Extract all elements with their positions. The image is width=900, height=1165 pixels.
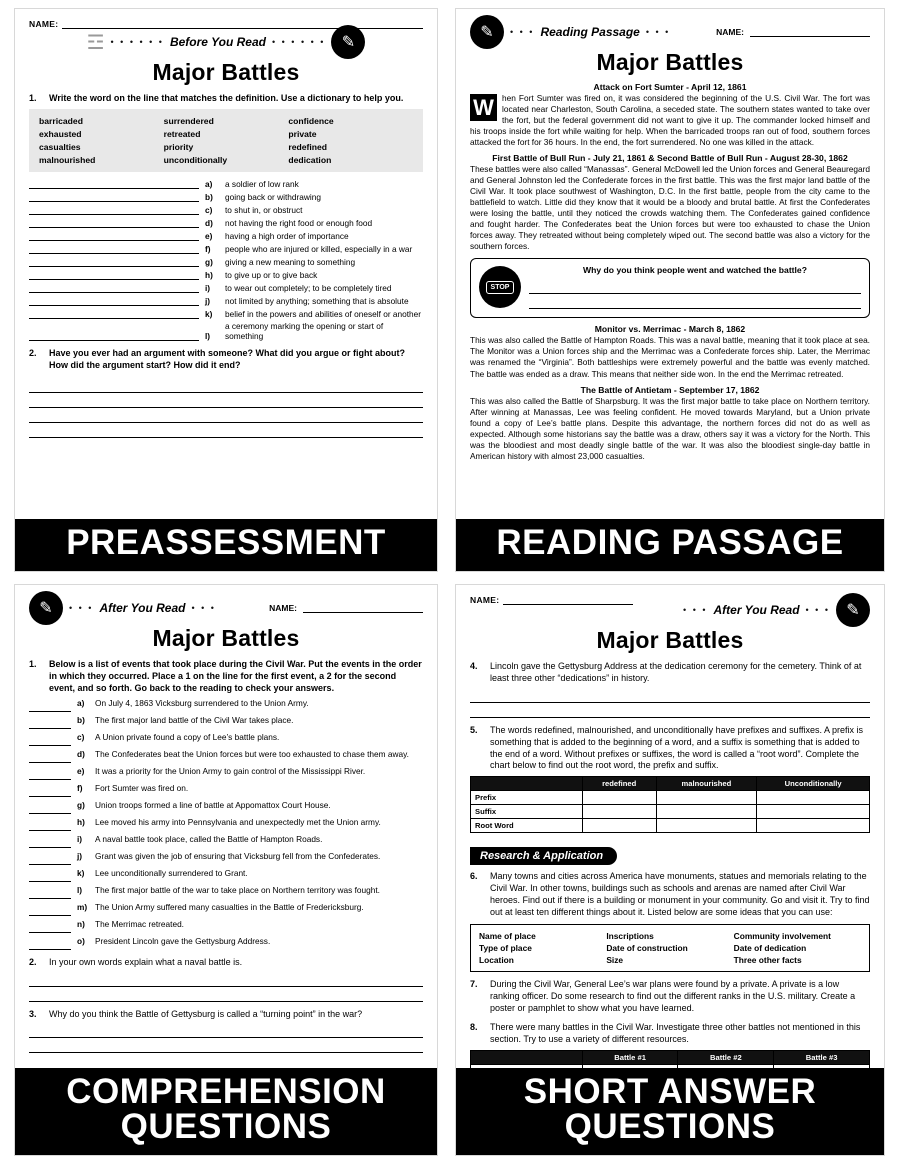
item-letter: e) (205, 231, 213, 242)
answer-line[interactable] (529, 294, 861, 309)
question-2 (29, 957, 423, 969)
item-definition: to shut in, or obstruct (225, 205, 303, 216)
idea-item: Name of place (479, 930, 536, 941)
table-cell[interactable] (757, 805, 870, 819)
question-2-number: 2. (29, 956, 37, 967)
item-letter: d) (205, 218, 213, 229)
answer-blank[interactable] (29, 191, 199, 202)
question-8 (470, 1022, 870, 1046)
table-cell[interactable] (656, 819, 757, 833)
name-label: NAME: (470, 595, 500, 605)
idea-item: Date of dedication (733, 942, 807, 953)
table-row[interactable] (471, 805, 870, 819)
word-bank-word: exhausted (39, 128, 82, 139)
idea-item: Community involvement (733, 930, 831, 941)
item-letter: l) (77, 884, 83, 895)
comprehension-banner (15, 1068, 437, 1155)
list-item[interactable] (29, 732, 423, 746)
answer-blank[interactable] (29, 217, 199, 228)
question-4-number: 4. (470, 661, 478, 671)
item-letter: j) (205, 296, 211, 307)
item-letter: o) (77, 935, 85, 946)
order-blank[interactable] (29, 906, 71, 916)
word-bank-word: priority (163, 141, 194, 152)
order-blank[interactable] (29, 719, 71, 729)
preassessment-content (15, 9, 437, 442)
answer-line[interactable] (529, 279, 861, 294)
item-letter: i) (77, 833, 83, 844)
order-blank[interactable] (29, 838, 71, 848)
table-header-cell: redefined (582, 777, 656, 791)
answer-blank[interactable] (29, 204, 199, 215)
ideas-col-1 (479, 930, 606, 967)
section-text: This was also called the Battle of Hampton Roads. This was a naval battle, meaning that it took place at sea. The Monitor was a Union forces ship and the Merrimac was a Confederate forces ship. Later, the Merrimac was renamed the “Virginia”. Both battleships were extremely powerful and the battle was evenly matched. The battle was ended as a draw. This means that neither side won. In the end the Merrimac retreated. (470, 335, 870, 379)
match-row[interactable] (29, 269, 423, 280)
question-2-text: Have you ever had an argument with someone? What did you argue or fight about? How did the argument start? How did it end? (49, 348, 406, 371)
preassessment-banner: PREASSESSMENT (15, 519, 437, 571)
table-cell[interactable] (582, 819, 656, 833)
section-text: This was also called the Battle of Sharpsburg. It was the first major battle to take place on Northern territory. After winning at Manassas, Lee was feeling confident. He moved towards Maryland, but a Union private found a copy of Lee’s battle plans. Despite this advantage, the northern forces did not do as well as expected. Although some historians say the battle was a draw, others say it was a victory for the North. This was the bloodiest and most deadly single battle of the war. It was also the bloodiest single-day battle in American history with almost 23,000 casualties. (470, 395, 870, 461)
idea-item: Size (606, 955, 624, 966)
match-row[interactable] (29, 295, 423, 306)
match-row[interactable] (29, 243, 423, 254)
item-definition: not having the right food or enough food (225, 218, 373, 229)
question-7 (470, 979, 870, 1015)
question-3-number: 3. (29, 1008, 37, 1019)
ideas-col-3 (734, 930, 861, 967)
item-text: Lee unconditionally surrendered to Grant. (95, 867, 248, 878)
word-bank-col-2 (164, 115, 289, 167)
table-cell[interactable] (757, 791, 870, 805)
item-letter: k) (205, 309, 213, 320)
list-item[interactable] (29, 817, 423, 831)
answer-line[interactable] (470, 703, 870, 718)
item-letter: a) (205, 179, 213, 190)
section-text: These battles were also called “Manassas”. General McDowell led the Union forces and General Beauregard and General Johnston led the Confederate forces in the first battle. This was the first major land battle of the Civil War. It took place southwest of Washington, D.C. In the first battle, people from the city came to the battlefield to watch. Little did they know that it would be a bloody and brutal battle. At first the Confederates were losing the battle, until they noticed the crowds watching them. The Confederates gained confidence and fought harder. The Confederates beat the Union forces but were too exhausted to chase the Union forces away. They retreated without being completely wiped out. The second battle was also a victory for the southern forces. (470, 164, 870, 252)
question-1-text: Write the word on the line that matches the definition. Use a dictionary to help you. (49, 93, 404, 103)
item-text: The Merrimac retreated. (95, 918, 184, 929)
research-application-tab: Research & Application (470, 847, 617, 865)
item-letter: k) (77, 867, 85, 878)
table-header-cell: Battle #3 (774, 1050, 870, 1064)
word-bank-word: surrendered (163, 115, 214, 126)
question-3-answer-lines[interactable] (29, 1023, 423, 1053)
item-letter: d) (77, 748, 85, 759)
answer-blank[interactable] (29, 282, 199, 293)
section-heading: Monitor vs. Merrimac - March 8, 1862 (594, 324, 746, 335)
table-header-cell: Unconditionally (757, 777, 870, 791)
item-text: Grant was given the job of ensuring that Vicksburg fell from the Confederates. (95, 850, 381, 861)
page-reading-passage (455, 8, 885, 572)
page-comprehension (14, 584, 438, 1156)
drop-cap: W (470, 94, 497, 121)
question-6-text: Many towns and cities across America have monuments, statues and memorials relating to the Civil War. In other towns, buildings such as schools and arenas are named after Civil War heroes. Find out if there is a building or monument in your community. Go and visit it. Try to find out at least ten different things about it. Listed below are some ideas that you can use: (490, 871, 870, 917)
idea-item: Three other facts (733, 955, 802, 966)
section-paragraph (470, 93, 870, 148)
page-title: Major Battles (596, 49, 744, 75)
question-5-number: 5. (470, 724, 478, 735)
order-blank[interactable] (29, 736, 71, 746)
answer-blank[interactable] (29, 256, 199, 267)
match-row[interactable] (29, 308, 423, 319)
word-bank-word: dedication (288, 154, 332, 165)
item-text: A naval battle took place, called the Battle of Hampton Roads. (95, 833, 323, 844)
question-8-number: 8. (470, 1021, 478, 1032)
item-definition: to wear out completely; to be completely tired (225, 283, 392, 294)
stop-sign-icon (479, 266, 521, 308)
order-blank[interactable] (29, 787, 71, 797)
ideas-box (470, 924, 870, 973)
answer-line[interactable] (29, 408, 423, 423)
word-bank-word: private (288, 128, 317, 139)
dotted-leader-2: • • • • • • (271, 37, 326, 47)
table-cell[interactable] (757, 819, 870, 833)
word-bank-word: casualties (39, 141, 81, 152)
list-item[interactable] (29, 902, 423, 916)
order-blank[interactable] (29, 855, 71, 865)
name-input-rule[interactable] (503, 596, 633, 605)
item-text: The Confederates beat the Union forces but were too exhausted to chase them away. (95, 748, 409, 759)
table-header-row (471, 1050, 870, 1064)
item-letter: c) (77, 731, 85, 742)
word-bank-word: retreated (163, 128, 201, 139)
item-text: On July 4, 1863 Vicksburg surrendered to the Union Army. (95, 697, 309, 708)
question-2-number: 2. (29, 348, 37, 359)
pencil-badge-icon: ✎ (331, 25, 365, 59)
item-text: Fort Sumter was fired on. (95, 782, 189, 793)
name-field-row[interactable] (29, 19, 423, 29)
list-item[interactable] (29, 698, 423, 712)
order-blank[interactable] (29, 804, 71, 814)
list-item[interactable] (29, 749, 423, 763)
word-bank-word: barricaded (39, 115, 83, 126)
item-definition: to give up or to give back (225, 270, 318, 281)
order-blank[interactable] (29, 889, 71, 899)
idea-item: Date of construction (606, 942, 688, 953)
item-text: The Union Army suffered many casualties in the Battle of Fredericksburg. (95, 901, 364, 912)
question-5-text: The words redefined, malnourished, and unconditionally have prefixes and suffixes. A prefix is something that is added to the beginning of a word, and a suffix is something that is added to the end of a word. Without prefixes or suffixes, the word is called a “root word”. Complete the chart below to find out the root word, the prefix and suffix. (490, 724, 864, 771)
ribbon-label: Before You Read (169, 35, 266, 49)
item-definition: people who are injured or killed, especially in a war (225, 244, 413, 255)
dotted-leader: • • • (683, 605, 708, 615)
item-letter: f) (205, 244, 211, 255)
item-definition: giving a new meaning to something (225, 257, 356, 268)
item-letter: b) (77, 714, 85, 725)
item-letter: b) (205, 192, 213, 203)
stop-and-think-box (470, 258, 870, 318)
name-label: NAME: (29, 19, 59, 29)
word-bank-col-1 (39, 115, 164, 167)
answer-line[interactable] (29, 393, 423, 408)
order-blank[interactable] (29, 702, 71, 712)
order-blank[interactable] (29, 923, 71, 933)
answer-line[interactable] (29, 1023, 423, 1038)
item-text: President Lincoln gave the Gettysburg Address. (95, 935, 271, 946)
question-1-number: 1. (29, 659, 37, 669)
item-definition: having a high order of importance (225, 231, 349, 242)
order-blank[interactable] (29, 872, 71, 882)
table-header-cell: Battle #1 (582, 1050, 678, 1064)
table-header-cell (471, 777, 583, 791)
table-cell[interactable] (656, 791, 757, 805)
list-item[interactable] (29, 783, 423, 797)
word-bank-word: unconditionally (163, 154, 228, 165)
item-letter: a) (77, 697, 85, 708)
list-item[interactable] (29, 766, 423, 780)
order-blank[interactable] (29, 770, 71, 780)
answer-blank[interactable] (29, 230, 199, 241)
word-bank-col-3 (288, 115, 413, 167)
word-bank-word: redefined (288, 141, 328, 152)
question-4 (470, 661, 870, 685)
item-letter: g) (77, 799, 85, 810)
word-bank-word: malnourished (39, 154, 96, 165)
dotted-leader: • • • (510, 27, 535, 37)
page-title: Major Battles (152, 625, 300, 651)
table-cell[interactable] (582, 791, 656, 805)
header-ribbon (29, 25, 423, 59)
answer-blank[interactable] (29, 330, 199, 341)
ribbon-label: Reading Passage (540, 25, 640, 39)
question-2-answer-lines[interactable] (29, 378, 423, 438)
stop-label: STOP (486, 281, 515, 294)
dotted-leader: • • • (69, 603, 94, 613)
match-row[interactable] (29, 217, 423, 228)
match-row[interactable] (29, 321, 423, 341)
question-1 (29, 659, 423, 695)
short-answer-banner (456, 1068, 884, 1155)
question-2-answer-lines[interactable] (29, 972, 423, 1002)
table-row[interactable] (471, 819, 870, 833)
item-text: Lee moved his army into Pennsylvania and unexpectedly met the Union army. (95, 816, 381, 827)
page-title: Major Battles (152, 59, 300, 85)
row-header: Root Word (471, 819, 583, 833)
comprehension-banner-line2: QUESTIONS (120, 1107, 332, 1147)
word-bank (29, 109, 423, 173)
question-1-number: 1. (29, 93, 37, 103)
match-row[interactable] (29, 282, 423, 293)
item-letter: m) (77, 901, 88, 912)
question-6-number: 6. (470, 871, 478, 882)
question-7-text: During the Civil War, General Lee’s war plans were found by a private. A private is a low ranking officer. Do some research to find out the different ranks in the U.S. military. Create a poster or pamphlet to show what you have learned. (490, 979, 856, 1014)
comprehension-content (15, 585, 437, 1057)
list-item[interactable] (29, 800, 423, 814)
table-cell[interactable] (582, 805, 656, 819)
match-row[interactable] (29, 230, 423, 241)
question-5 (470, 725, 870, 773)
answer-blank[interactable] (29, 269, 199, 280)
table-cell[interactable] (656, 805, 757, 819)
item-definition: not limited by anything; something that is absolute (225, 296, 409, 307)
ideas-col-2 (606, 930, 733, 967)
list-item[interactable] (29, 868, 423, 882)
table-header-cell (471, 1050, 583, 1064)
name-label: NAME: (716, 27, 744, 37)
item-text: The first major land battle of the Civil War takes place. (95, 714, 294, 725)
item-text: A Union private found a copy of Lee’s battle plans. (95, 731, 280, 742)
item-letter: c) (205, 205, 213, 216)
idea-item: Type of place (479, 942, 532, 953)
match-row[interactable] (29, 178, 423, 189)
item-letter: g) (205, 257, 213, 268)
list-item[interactable] (29, 851, 423, 865)
section-heading: The Battle of Antietam - September 17, 1862 (580, 384, 760, 395)
ribbon-label: After You Read (99, 601, 186, 615)
section-heading: First Battle of Bull Run - July 21, 1861 & Second Battle of Bull Run - August 28-30, 1862 (492, 153, 848, 164)
header-ribbon (29, 591, 423, 625)
table-row[interactable] (471, 791, 870, 805)
question-4-text: Lincoln gave the Gettysburg Address at the dedication ceremony for the cemetery. Think of at least three other “dedications” in history. (490, 661, 862, 683)
pencil-badge-icon: ✎ (29, 591, 63, 625)
item-letter: n) (77, 918, 85, 929)
item-definition: belief in the powers and abilities of oneself or another (225, 309, 422, 320)
short-answer-banner-line2: QUESTIONS (564, 1107, 776, 1147)
question-3-text: Why do you think the Battle of Gettysburg is called a “turning point” in the war? (49, 1008, 363, 1019)
item-definition: going back or withdrawing (225, 192, 321, 203)
list-item[interactable] (29, 715, 423, 729)
pencil-badge-icon: ✎ (470, 15, 504, 49)
comprehension-banner-line1: COMPREHENSION (66, 1071, 386, 1111)
dotted-leader-2: • • • (805, 605, 830, 615)
header-ribbon (470, 15, 870, 49)
match-row[interactable] (29, 256, 423, 267)
question-2-text: In your own words explain what a naval battle is. (49, 956, 243, 967)
question-2 (29, 348, 423, 372)
stop-question-text: Why do you think people went and watched the battle? (583, 265, 807, 276)
question-1-text: Below is a list of events that took place during the Civil War. Put the events in the order in which they occurred. Place a 1 on the line for the first event, a 2 for the second event, and so forth. Go back to the reading to check your answers. (49, 659, 422, 693)
item-letter: h) (77, 816, 85, 827)
idea-item: Inscriptions (606, 930, 654, 941)
row-header: Prefix (471, 791, 583, 805)
list-item[interactable] (29, 885, 423, 899)
item-letter: l) (205, 331, 211, 342)
table-header-cell: Battle #2 (678, 1050, 774, 1064)
section-text: hen Fort Sumter was fired on, it was considered the beginning of the U.S. Civil War. The fort was located near Charleston, South Carolina, a seceded state. The southern states wanted to take over the fort, but the federal government did not want to give it up. The commander locked himself and his troops inside the fort while waiting for help. When the barricaded troops ran out of food, southern forces attacked the fort for 36 hours. In the end, the fort surrendered. No one was killed in the attack. (470, 93, 870, 148)
question-1 (29, 93, 423, 105)
item-text: It was a priority for the Union Army to gain control of the Mississippi River. (95, 765, 366, 776)
pillar-icon: ☲ (86, 31, 105, 54)
page-title: Major Battles (596, 627, 744, 653)
name-input-rule[interactable] (62, 20, 423, 29)
table-header-row (471, 777, 870, 791)
name-label: NAME: (269, 603, 297, 613)
reading-content (456, 9, 884, 466)
answer-blank[interactable] (29, 243, 199, 254)
pencil-badge-icon: ✎ (836, 593, 870, 627)
question-6 (470, 871, 870, 919)
answer-line[interactable] (29, 987, 423, 1002)
match-row[interactable] (29, 204, 423, 215)
idea-item: Location (479, 955, 514, 966)
item-definition: a soldier of low rank (225, 179, 299, 190)
item-text: The first major battle of the war to take place on Northern territory was fought. (95, 884, 380, 895)
order-blank[interactable] (29, 821, 71, 831)
table-header-cell: malnourished (656, 777, 757, 791)
name-input-rule[interactable] (303, 604, 423, 613)
ordering-list (29, 698, 423, 950)
page-short-answer (455, 584, 885, 1156)
answer-blank[interactable] (29, 178, 199, 189)
order-blank[interactable] (29, 940, 71, 950)
answer-blank[interactable] (29, 308, 199, 319)
row-header: Suffix (471, 805, 583, 819)
order-blank[interactable] (29, 753, 71, 763)
answer-line[interactable] (29, 378, 423, 393)
list-item[interactable] (29, 834, 423, 848)
ribbon-label: After You Read (713, 603, 800, 617)
question-8-text: There were many battles in the Civil War. Investigate three other battles not mentioned in this section. Try to use a variety of different resources. (490, 1021, 861, 1044)
item-definition: a ceremony marking the opening or start of something (224, 321, 384, 342)
section-heading: Attack on Fort Sumter - April 12, 1861 (593, 82, 747, 92)
list-item[interactable] (29, 919, 423, 933)
question-4-answer-lines[interactable] (470, 688, 870, 718)
answer-line[interactable] (29, 1038, 423, 1053)
prefix-suffix-table (470, 776, 870, 833)
question-7-number: 7. (470, 979, 478, 990)
name-input-rule[interactable] (750, 28, 870, 37)
item-text: Union troops formed a line of battle at Appomattox Court House. (95, 799, 331, 810)
page-preassessment (14, 8, 438, 572)
dotted-leader-2: • • • (191, 603, 216, 613)
dotted-leader-2: • • • (645, 27, 671, 37)
answer-blank[interactable] (29, 295, 199, 306)
item-letter: f) (77, 782, 83, 793)
definition-match-list (29, 178, 423, 341)
match-row[interactable] (29, 191, 423, 202)
reading-banner: READING PASSAGE (456, 519, 884, 571)
word-bank-word: confidence (288, 115, 334, 126)
question-3 (29, 1009, 423, 1021)
dotted-leader: • • • • • • (110, 37, 164, 47)
item-letter: e) (77, 765, 85, 776)
item-letter: h) (205, 270, 213, 281)
short-answer-banner-line1: SHORT ANSWER (523, 1071, 817, 1111)
list-item[interactable] (29, 936, 423, 950)
item-letter: j) (77, 850, 83, 861)
answer-line[interactable] (29, 972, 423, 987)
answer-line[interactable] (470, 688, 870, 703)
answer-line[interactable] (29, 423, 423, 438)
stop-question-area (529, 265, 861, 309)
item-letter: i) (205, 283, 211, 294)
